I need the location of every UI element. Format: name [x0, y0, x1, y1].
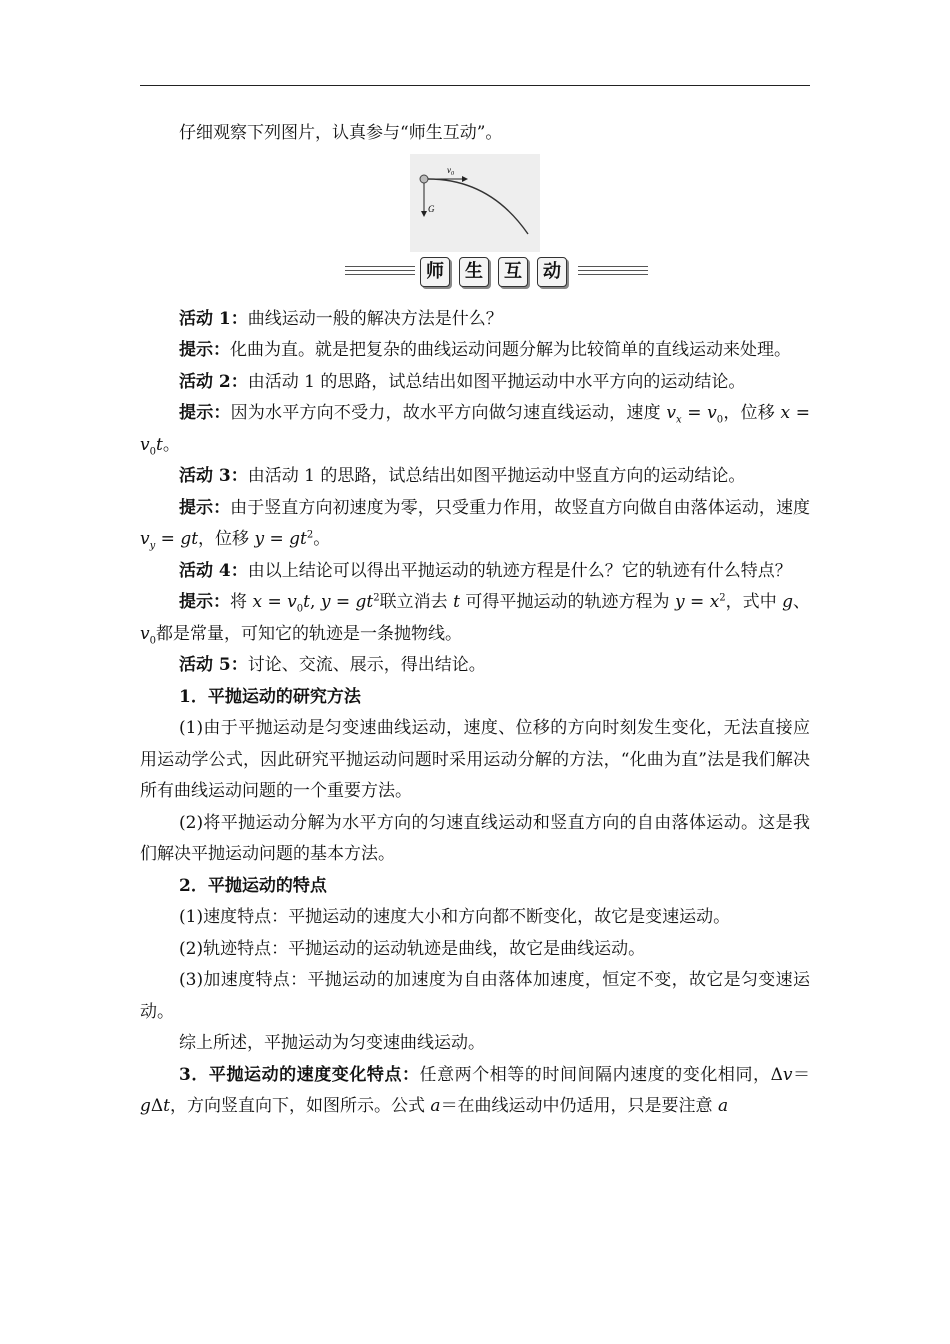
document-body	[140, 118, 810, 1123]
activity-5: 活动 5：讨论、交流、展示，得出结论。	[179, 655, 486, 675]
section-1-para-1: (1)由于平抛运动是匀变速曲线运动，速度、位移的方向时刻发生变化，无法直接应用运动学公式，因此研究平抛运动问题时采用运动分解的方法，“化曲为直”法是我们解决所有曲线运动问题的一个重要方法。	[140, 718, 810, 801]
section-2-summary: 综上所述，平抛运动为匀变速曲线运动。	[179, 1033, 485, 1053]
section-2-para-2: (2)轨迹特点：平抛运动的运动轨迹是曲线，故它是曲线运动。	[179, 938, 646, 959]
banner-char: 师	[420, 257, 450, 287]
hint-4: 提示：将 $x = v_0t$, $y = gt^2$联立消去 t 可得平抛运动的轨迹方程为 $y = x^2$，式中 g、$v_0$都是常量，可知它的轨迹是一条抛物线。	[140, 592, 811, 646]
banner-lines-left	[345, 266, 415, 280]
section-1-para-2: (2)将平抛运动分解为水平方向的匀速直线运动和竖直方向的自由落体运动。这是我们解决平抛运动问题的基本方法。	[140, 812, 810, 864]
activity-4: 活动 4：由以上结论可以得出平抛运动的轨迹方程是什么？它的轨迹有什么特点？	[179, 560, 792, 581]
activity-3: 活动 3：由活动 1 的思路，试总结出如图平抛运动中竖直方向的运动结论。	[179, 466, 746, 486]
banner-char: 动	[537, 257, 567, 287]
ball-icon	[420, 175, 428, 183]
activity-1: 活动 1：曲线运动一般的解决方法是什么？	[179, 308, 503, 329]
section-2-para-1: (1)速度特点：平抛运动的速度大小和方向都不断变化，故它是变速运动。	[179, 907, 731, 927]
figure-background	[410, 154, 540, 252]
hint-1: 提示：化曲为直。就是把复杂的曲线运动问题分解为比较简单的直线运动来处理。	[179, 340, 791, 360]
v0-label: $v_0$	[447, 164, 454, 177]
section-2-heading: 2．平抛运动的特点	[179, 875, 327, 896]
interaction-banner	[140, 254, 810, 298]
banner-title	[420, 257, 570, 287]
projectile-figure	[140, 154, 810, 254]
section-1-heading: 1．平抛运动的研究方法	[179, 686, 361, 707]
hint-3: 提示：由于竖直方向初速度为零，只受重力作用，故竖直方向做自由落体运动，速度 $v_y$ = gt，位移 $y = gt^2$。	[140, 497, 811, 552]
hint-2: 提示：因为水平方向不受力，故水平方向做匀速直线运动，速度 $v_x = v_0$，位移 $x = v_0t$。	[140, 403, 810, 457]
section-2-para-3: (3)加速度特点：平抛运动的加速度为自由落体加速度，恒定不变，故它是匀变速运动。	[140, 970, 810, 1022]
banner-char: 生	[459, 257, 489, 287]
g-label: G	[428, 203, 435, 214]
activity-2: 活动 2：由活动 1 的思路，试总结出如图平抛运动中水平方向的运动结论。	[179, 371, 746, 392]
banner-char: 互	[498, 257, 528, 287]
projectile-diagram	[410, 154, 540, 252]
intro-paragraph: 仔细观察下列图片，认真参与“师生互动”。	[179, 123, 503, 143]
header-rule	[140, 85, 810, 86]
section-3-para: 3．平抛运动的速度变化特点：任意两个相等的时间间隔内速度的变化相同，Δv＝gΔt，方向竖直向下，如图所示。公式 a＝在曲线运动中仍适用，只是要注意 a	[140, 1064, 811, 1116]
banner-lines-right	[578, 266, 648, 280]
